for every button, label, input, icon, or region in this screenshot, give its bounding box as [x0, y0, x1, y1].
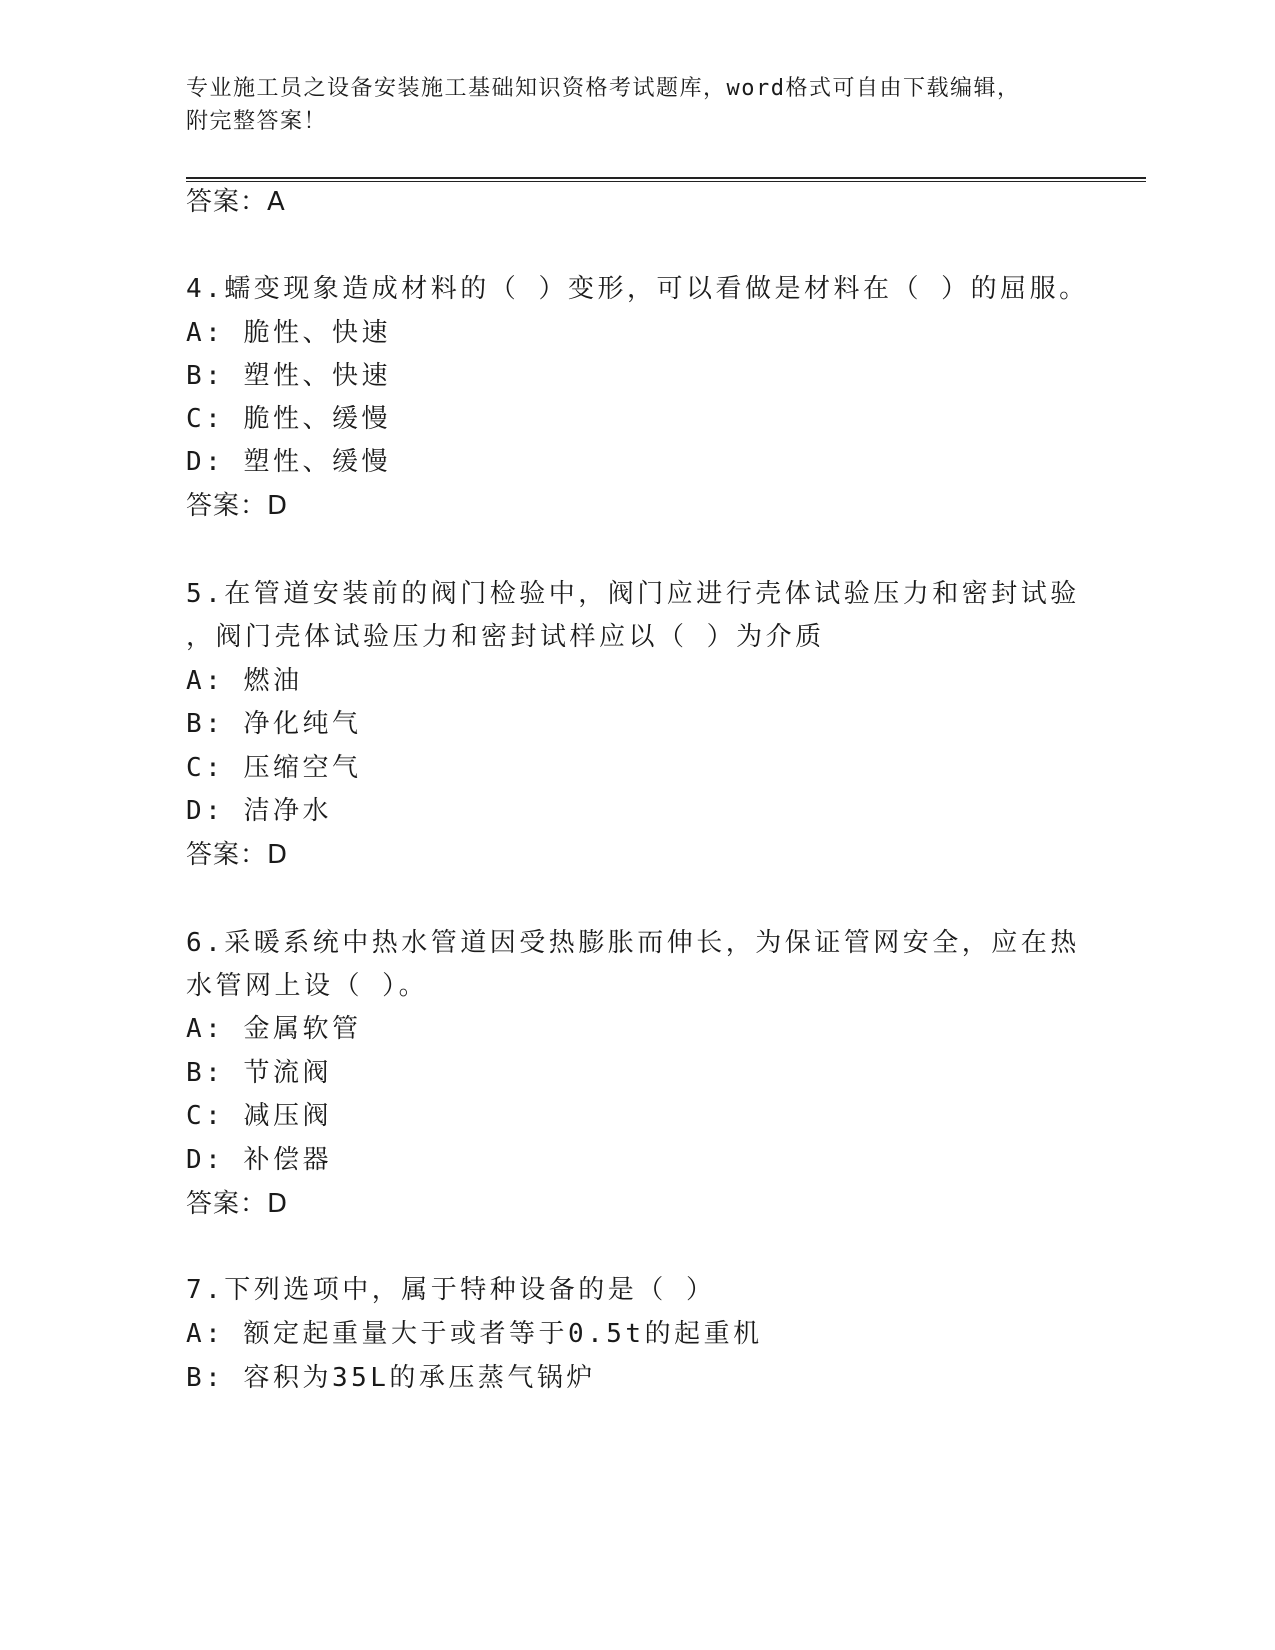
question-6-stem-line-1: 6.采暖系统中热水管道因受热膨胀而伸长，为保证管网安全，应在热 [186, 928, 1080, 958]
question-7-stem: 7.下列选项中，属于特种设备的是（ ） [186, 1275, 716, 1305]
question-5-option-a: A: 燃油 [186, 666, 303, 696]
question-4-option-d: D: 塑性、缓慢 [186, 447, 391, 477]
question-5-stem-line-1: 5.在管道安装前的阀门检验中，阀门应进行壳体试验压力和密封试验 [186, 579, 1080, 609]
question-5-answer: 答案：D [186, 840, 289, 870]
question-5-option-c: C: 压缩空气 [186, 753, 362, 783]
question-6-option-c: C: 减压阀 [186, 1101, 332, 1131]
answer-prev: 答案：A [186, 187, 286, 217]
question-6-option-d: D: 补偿器 [186, 1145, 332, 1175]
document-header-note [186, 72, 1066, 138]
question-4-stem: 4.蠕变现象造成材料的（ ）变形，可以看做是材料在（ ）的屈服。 [186, 274, 1089, 304]
question-5-stem-line-2: ，阀门壳体试验压力和密封试样应以（ ）为介质 [186, 622, 825, 652]
question-6-answer: 答案：D [186, 1189, 289, 1219]
question-7-option-a: A: 额定起重量大于或者等于0.5t的起重机 [186, 1319, 763, 1349]
question-4-option-a: A: 脆性、快速 [186, 318, 391, 348]
question-4-answer: 答案：D [186, 491, 289, 521]
question-4-option-c: C: 脆性、缓慢 [186, 404, 391, 434]
question-5-option-d: D: 洁净水 [186, 796, 332, 826]
question-6-option-b: B: 节流阀 [186, 1058, 332, 1088]
question-6-stem-line-2: 水管网上设（ ）。 [186, 971, 429, 1001]
header-divider [186, 177, 1146, 179]
question-4-option-b: B: 塑性、快速 [186, 361, 391, 391]
header-divider-thin [186, 181, 1146, 182]
header-line-2: 附完整答案！ [186, 109, 328, 134]
question-5-option-b: B: 净化纯气 [186, 709, 362, 739]
header-line-1: 专业施工员之设备安装施工基础知识资格考试题库，word格式可自由下载编辑， [186, 76, 1021, 101]
question-6-option-a: A: 金属软管 [186, 1014, 362, 1044]
question-7-option-b: B: 容积为35L的承压蒸气锅炉 [186, 1363, 596, 1393]
